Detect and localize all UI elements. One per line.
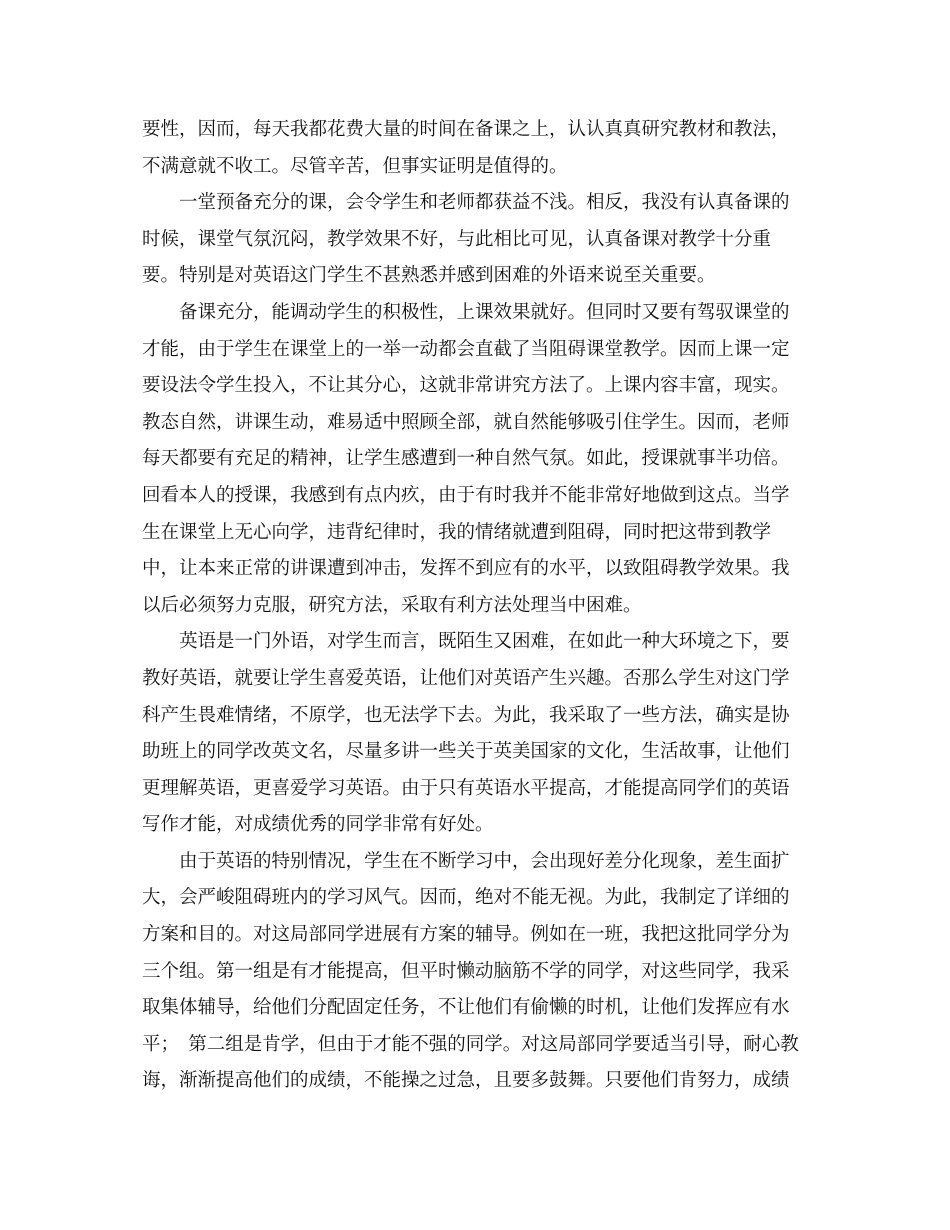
- text-line: 诲，渐渐提高他们的成绩，不能操之过急，且要多鼓舞。只要他们肯努力，成绩: [142, 1070, 790, 1092]
- text-line: 以后必须努力克服，研究方法，采取有利方法处理当中困难。: [142, 594, 642, 616]
- text-line: 要。特别是对英语这门学生不甚熟悉并感到困难的外语来说至关重要。: [142, 265, 716, 287]
- text-line: 要性，因而，每天我都花费大量的时间在备课之上，认认真真研究教材和教法，: [142, 119, 790, 140]
- text-line: 教态自然，讲课生动，难易适中照顾全部，就自然能够吸引住学生。因而，老师: [142, 411, 790, 433]
- text-line: 一堂预备充分的课，会令学生和老师都获益不浅。相反，我没有认真备课的: [142, 192, 790, 214]
- text-line: 由于英语的特别情况，学生在不断学习中，会出现好差分化现象，差生面扩: [142, 850, 790, 872]
- text-line: 不满意就不收工。尽管辛苦，但事实证明是值得的。: [142, 155, 568, 177]
- text-line: 方案和目的。对这局部同学进展有方案的辅导。例如在一班，我把这批同学分为: [142, 924, 790, 946]
- text-line: 中，让本来正常的讲课遭到冲击，发挥不到应有的水平，以致阻碍教学效果。我: [142, 558, 790, 580]
- text-line: 时候，课堂气氛沉闷，教学效果不好，与此相比可见，认真备课对教学十分重: [142, 228, 772, 250]
- body-text: [142, 112, 822, 1100]
- text-line: 才能，由于学生在课堂上的一举一动都会直截了当阻碍课堂教学。因而上课一定: [142, 338, 790, 360]
- text-line: 生在课堂上无心向学，违背纪律时，我的情绪就遭到阻碍，同时把这带到教学: [142, 521, 772, 543]
- text-line: 取集体辅导，给他们分配固定任务，不让他们有偷懒的时机，让他们发挥应有水: [142, 997, 790, 1019]
- text-line: 要设法令学生投入，不让其分心，这就非常讲究方法了。上课内容丰富，现实。: [142, 375, 790, 397]
- text-line: 备课充分，能调动学生的积极性，上课效果就好。但同时又要有驾驭课堂的: [142, 301, 790, 323]
- text-line: 助班上的同学改英文名，尽量多讲一些关于英美国家的文化，生活故事，让他们: [142, 741, 790, 763]
- text-line: 写作才能，对成绩优秀的同学非常有好处。: [142, 814, 494, 836]
- text-line: 三个组。第一组是有才能提高，但平时懒动脑筋不学的同学，对这些同学，我采: [142, 960, 790, 982]
- text-line: 更理解英语，更喜爱学习英语。由于只有英语水平提高，才能提高同学们的英语: [142, 777, 790, 799]
- text-line: 英语是一门外语，对学生而言，既陌生又困难，在如此一种大环境之下，要: [142, 631, 790, 653]
- text-line: 回看本人的授课，我感到有点内疚，由于有时我并不能非常好地做到这点。当学: [142, 484, 790, 506]
- text-line: 科产生畏难情绪，不原学，也无法学下去。为此，我采取了一些方法，确实是协: [142, 704, 790, 726]
- text-line: 每天都要有充足的精神，让学生感遭到一种自然气氛。如此，授课就事半功倍。: [142, 448, 790, 470]
- text-line: 平； 第二组是肯学，但由于才能不强的同学。对这局部同学要适当引导，耐心教: [142, 1033, 799, 1055]
- text-line: 大，会严峻阻碍班内的学习风气。因而，绝对不能无视。为此，我制定了详细的: [142, 887, 790, 909]
- text-line: 教好英语，就要让学生喜爱英语，让他们对英语产生兴趣。否那么学生对这门学: [142, 667, 790, 689]
